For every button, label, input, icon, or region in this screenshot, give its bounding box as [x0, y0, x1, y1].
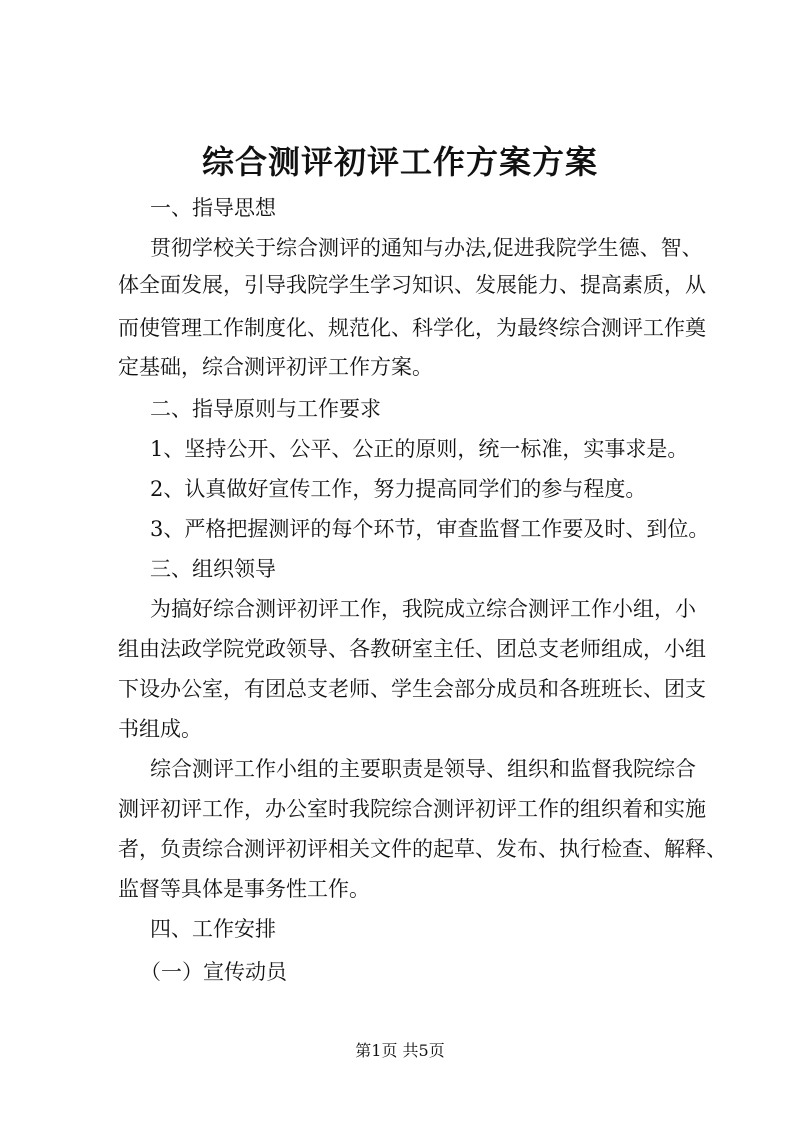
- paragraph-line: 测评初评工作，办公室时我院综合测评初评工作的组织着和实施: [118, 797, 706, 821]
- paragraph-line: 贯彻学校关于综合测评的通知与办法,促进我院学生德、智、: [150, 236, 703, 260]
- paragraph-line: 综合测评工作小组的主要职责是领导、组织和监督我院综合: [150, 757, 696, 781]
- list-item: 3、严格把握测评的每个环节，审查监督工作要及时、到位。: [150, 517, 710, 541]
- subheading-publicity: （一）宣传动员: [140, 960, 287, 984]
- paragraph-line: 监督等具体是事务性工作。: [118, 877, 370, 901]
- heading-organization: 三、组织领导: [150, 557, 276, 581]
- page-title: 综合测评初评工作方案方案: [201, 143, 598, 181]
- list-item: 1、坚持公开、公平、公正的原则，统一标准，实事求是。: [150, 437, 689, 461]
- paragraph-line: 组由法政学院党政领导、各教研室主任、团总支老师组成，小组: [118, 637, 706, 661]
- paragraph-line: 为搞好综合测评初评工作，我院成立综合测评工作小组，小: [150, 597, 696, 621]
- paragraph-line: 书组成。: [118, 717, 202, 741]
- paragraph-line: 者，负责综合测评初评相关文件的起草、发布、执行检查、解释、: [118, 837, 727, 861]
- paragraph-line: 下设办公室，有团总支老师、学生会部分成员和各班班长、团支: [118, 677, 706, 701]
- heading-work-arrangement: 四、工作安排: [150, 917, 276, 941]
- paragraph-line: 定基础，综合测评初评工作方案。: [118, 355, 433, 379]
- list-item: 2、认真做好宣传工作，努力提高同学们的参与程度。: [150, 477, 647, 501]
- heading-guiding-thought: 一、指导思想: [150, 196, 276, 220]
- paragraph-line: 而使管理工作制度化、规范化、科学化，为最终综合测评工作奠: [118, 316, 706, 340]
- paragraph-line: 体全面发展，引导我院学生学习知识、发展能力、提高素质，从: [118, 273, 706, 297]
- page-number-footer: 第1页 共5页: [355, 1041, 445, 1060]
- heading-principles: 二、指导原则与工作要求: [150, 397, 381, 421]
